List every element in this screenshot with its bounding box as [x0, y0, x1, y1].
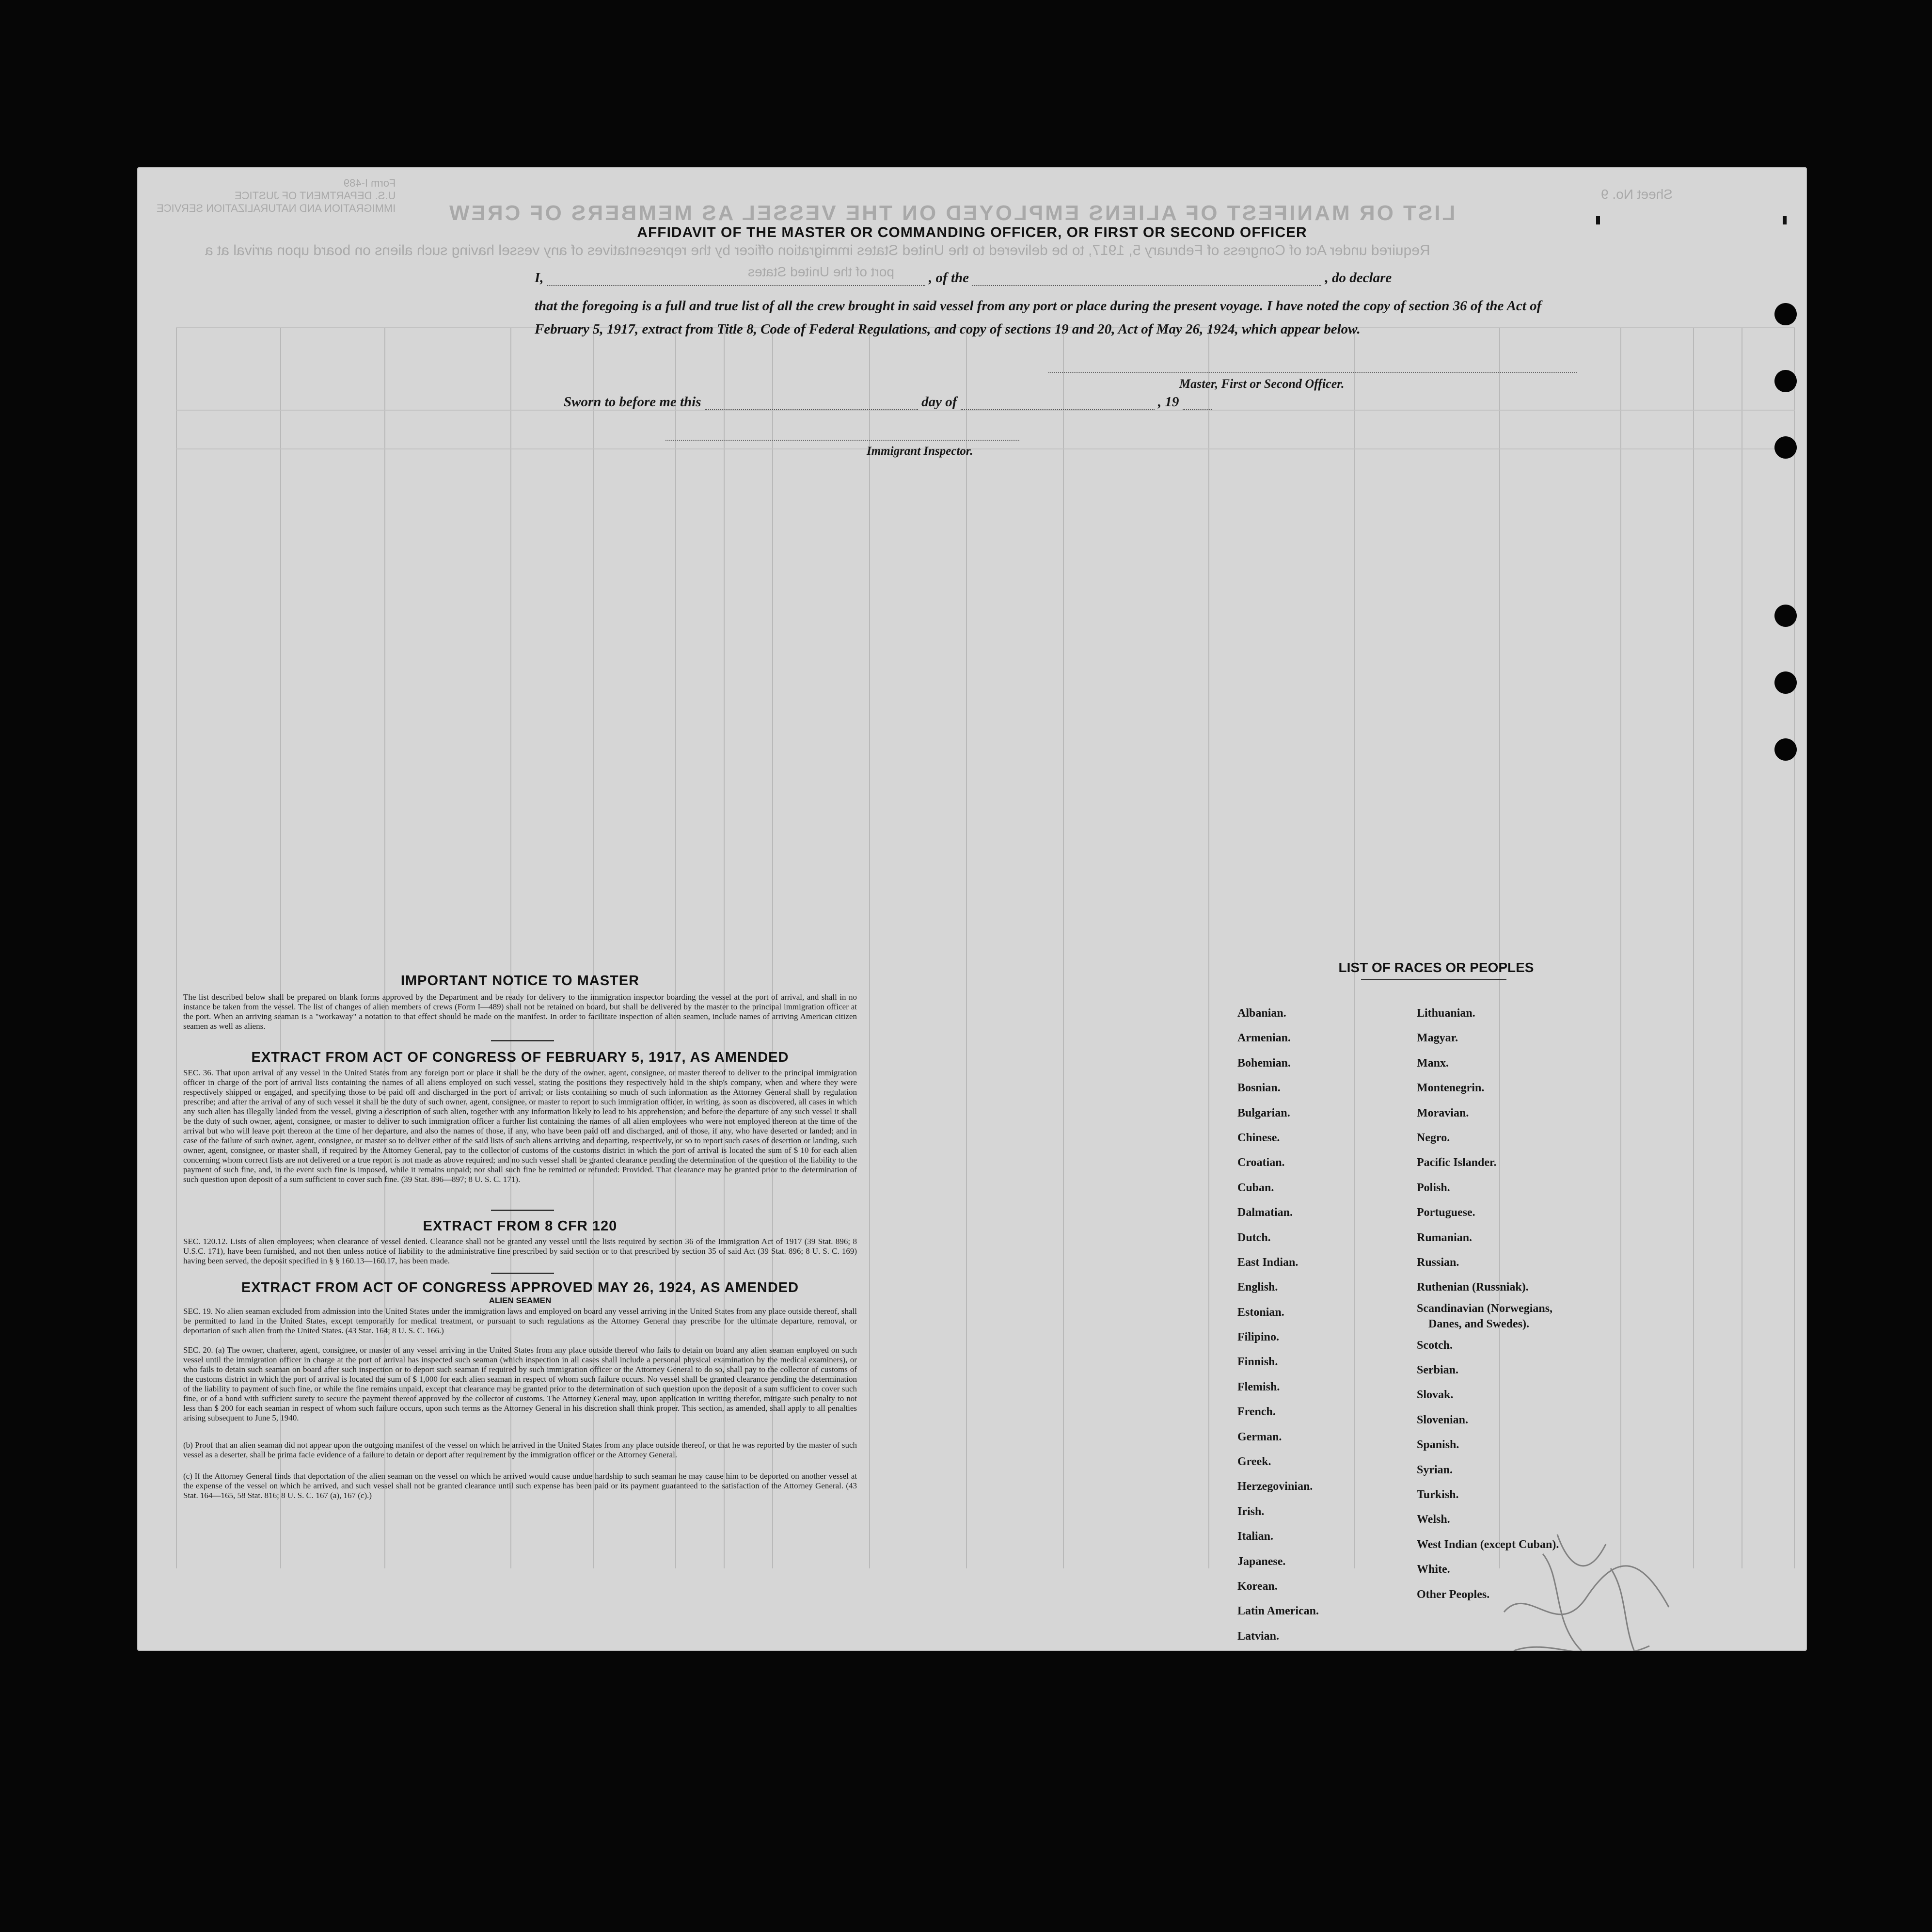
race-item: Serbian.: [1417, 1364, 1459, 1377]
race-item: Cuban.: [1237, 1181, 1274, 1194]
binder-hole: [1774, 671, 1797, 694]
race-item: White.: [1417, 1563, 1450, 1576]
race-item: Lithuanian.: [1417, 1007, 1475, 1020]
race-item: West Indian (except Cuban).: [1417, 1538, 1559, 1551]
extract-1924-sec19: SEC. 19. No alien seaman excluded from admission into the United States under the immigration laws and employed on board any vessel arriving in the United States from any place outside thereof, shall be permitted to land in the United States, except temporarily for medical treatment, or pursuant to such regulations as the Attorney General may prescribe for the ultimate departure, removal, or deportation of such alien from the United States. (43 Stat. 164; 8 U. S. C. 166.): [183, 1307, 857, 1335]
notice-title: IMPORTANT NOTICE TO MASTER: [400, 973, 640, 989]
inspector-signature-field[interactable]: [665, 440, 1019, 441]
extract-1924-subtitle: ALIEN SEAMEN: [489, 1296, 552, 1305]
race-item: Latin American.: [1237, 1605, 1319, 1618]
race-item: Moravian.: [1417, 1106, 1469, 1119]
race-item: Spanish.: [1417, 1438, 1459, 1452]
vessel-name-field[interactable]: [972, 272, 1321, 286]
master-signature-label: Master, First or Second Officer.: [1179, 377, 1345, 391]
race-item: Korean.: [1237, 1580, 1278, 1593]
race-item: Slovenian.: [1417, 1413, 1469, 1426]
race-item: Montenegrin.: [1417, 1082, 1485, 1095]
race-item: French.: [1237, 1405, 1276, 1419]
binder-hole: [1774, 303, 1797, 325]
race-item: Other Peoples.: [1417, 1588, 1490, 1601]
affidavit-i: I,: [535, 270, 544, 286]
affidavit-do-declare: , do declare: [1325, 270, 1392, 286]
handwritten-scribble: [1485, 1525, 1708, 1651]
extract-1924-sec20b: (b) Proof that an alien seaman did not appear upon the outgoing manifest of the vessel on which he arrived in the United States from any place outside thereof, or that he was reported by the master of such vessel as a deserter, shall be prima facie evidence of a failure to detain or deport after requirement by the immigration officer or the Attorney General.: [183, 1440, 857, 1459]
ghost-manifest-subtitle: Required under Act of Congress of February 5, 1917, to be delivered to the United States immigration officer by the representatives of any vessel having such aliens on board upon arrival at a: [205, 242, 1430, 258]
binder-hole: [1774, 605, 1797, 627]
race-item: Danes, and Swedes).: [1428, 1317, 1530, 1330]
race-item: Albanian.: [1237, 1007, 1286, 1020]
race-item: Dutch.: [1237, 1231, 1271, 1244]
race-item: Turkish.: [1417, 1488, 1459, 1501]
affidavit-title: AFFIDAVIT OF THE MASTER OR COMMANDING OFFICER, OR FIRST OR SECOND OFFICER: [637, 224, 1307, 240]
race-item: Polish.: [1417, 1181, 1450, 1194]
divider: [491, 1040, 554, 1041]
races-left-column: [1237, 1001, 1319, 1649]
ghost-manifest-subtitle-2: port of the United States: [748, 264, 894, 279]
race-item: Finnish.: [1237, 1356, 1278, 1369]
extract-1924-title: EXTRACT FROM ACT OF CONGRESS APPROVED MAY 26, 1924, AS AMENDED: [241, 1280, 799, 1295]
binder-hole: [1774, 738, 1797, 761]
race-item: Herzegovinian.: [1237, 1480, 1313, 1493]
sworn-year: , 19: [1157, 394, 1179, 410]
race-item: German.: [1237, 1430, 1282, 1443]
race-item: Magyar.: [1417, 1032, 1458, 1045]
race-item: East Indian.: [1237, 1256, 1299, 1269]
affidavit-of-the: , of the: [929, 270, 969, 286]
race-item: Negro.: [1417, 1131, 1450, 1144]
divider: [491, 1210, 554, 1211]
binder-hole: [1774, 370, 1797, 392]
binder-hole: [1774, 436, 1797, 459]
extract-1917-body: SEC. 36. That upon arrival of any vessel in the United States from any foreign port or place it shall be the duty of the owner, agent, consignee, or master thereof to deliver to the principal immigration officer in charge of the port of arrival lists containing the names of all aliens employed on such vessel, stating the positions they respectively hold in the ship's company, when and where they were respectively shipped or engaged, and specifying those to be paid off and discharged in the port of arrival; or lists containing so much of such information as the Attorney General shall by regulation prescribe; and after the arrival of any of such vessel it shall be the duty of such owner, agent, consignee, or master to report to such immigration officer, in writing, as soon as discovered, all cases in which any such alien has illegally landed from the vessel, giving a description of such alien, together with any information likely to lead to his apprehension; and before the departure of any such vessel it shall be the duty of such owner, agent, consignee, or master to deliver to such immigration officer a further list containing the names of all alien employees who were not employed thereon at the time of the arrival but who will leave port thereon at the time of her departure, and also the names of those, if any, who have been paid off and discharged, and of those, if any, who have deserted or landed; and in case of the failure of such owner, agent, consignee, or master so to deliver either of the said lists of such aliens arriving and departing, respectively, or so to report such cases of desertion or landing, such owner, agent, consignee, or master shall, if required by the Attorney General, pay to the collector of customs of the customs district in which the port of arrival is located the sum of $ 10 for each alien concerning whom correct lists are not delivered or a true report is not made as above required; and no such vessel shall be granted clearance pending the determination of the question of the liability to the payment of such fine, and, in the event such fine is imposed, while it remains unpaid; nor shall such fine be remitted or refunded: Provided. That clearance may be granted prior to the determination of such question upon deposit of a sum sufficient to cover such fine. (39 Stat. 896—897; 8 U. S. C. 171).: [183, 1068, 857, 1184]
extract-cfr-body: SEC. 120.12. Lists of alien employees; when clearance of vessel denied. Clearance shall not be granted any vessel until the lists required by section 36 of the Immigration Act of 1917 (39 Stat. 896; 8 U.S.C. 171), have been furnished, and not then unless notice of liability to the administrative fine prescribed by said section or to that prescribed by section 35 of said Act (39 Stat. 896; 8 U. S. C. 169) having been served, the deposit specified in § § 160.13—160.17, has been made.: [183, 1237, 857, 1265]
race-item: Portuguese.: [1417, 1206, 1475, 1219]
race-item: Latvian.: [1237, 1629, 1280, 1643]
manifest-page: [137, 167, 1807, 1651]
race-item: Ruthenian (Russniak).: [1417, 1281, 1529, 1294]
master-signature-field[interactable]: [1048, 372, 1577, 373]
extract-1924-sec20a: SEC. 20. (a) The owner, charterer, agent, consignee, or master of any vessel arriving in the United States from any place outside thereof who fails to detain on board any alien seaman employed on such vessel until the immigration officer in charge at the port of arrival has inspected such seaman (which inspection in all cases shall include a personal physical examination by the medical examiners), or who fails to detain such seaman on board after such inspection or to deport such seaman if required by such immigration officer or the Attorney General to do so, shall pay to the collector of customs of the customs district in which the port of arrival is located the sum of $ 1,000 for each alien seaman in respect of whom such failure occurs. No vessel shall be granted clearance pending the determination of the liability to payment of such fine, or while the fine remains unpaid, except that clearance may be granted prior to the determination of such question upon the deposit of a sum sufficient to cover such fine, or of a bond with sufficient surety to secure the payment thereof approved by the collector of customs. The Attorney General may, upon application in writing therefor, mitigate such penalty to not less than $ 200 for each seaman in respect of whom such failure occurs, upon such terms as the Attorney General in his discretion shall think proper. This section, as amended, shall apply to all penalties arising subsequent to June 5, 1940.: [183, 1345, 857, 1422]
sworn-day-field[interactable]: [705, 397, 918, 410]
race-item: Slovak.: [1417, 1389, 1454, 1402]
race-item: Croatian.: [1237, 1156, 1285, 1169]
sworn-text: Sworn to before me this: [564, 394, 701, 410]
race-item: Irish.: [1237, 1505, 1265, 1518]
race-item: Rumanian.: [1417, 1231, 1473, 1244]
race-item: Russian.: [1417, 1256, 1459, 1269]
race-item: Dalmatian.: [1237, 1206, 1293, 1219]
ghost-manifest-title: LIST OR MANIFEST OF ALIENS EMPLOYED ON THE VESSEL AS MEMBERS OF CREW: [447, 201, 1456, 225]
race-item: Pacific Islander.: [1417, 1156, 1497, 1169]
race-item: Italian.: [1237, 1530, 1274, 1543]
race-item: Welsh.: [1417, 1513, 1450, 1526]
punch-mark: [1783, 216, 1787, 224]
ghost-sheet-number: Sheet No. 9: [1601, 187, 1673, 202]
race-item: Filipino.: [1237, 1331, 1280, 1344]
sworn-month-field[interactable]: [961, 397, 1155, 410]
races-right-column: [1417, 1001, 1559, 1607]
affidavit-declaration-line: [535, 270, 1392, 286]
race-item: Bohemian.: [1237, 1056, 1291, 1070]
affidavit-body: that the foregoing is a full and true list of all the crew brought in said vessel from any port or place during the present voyage. I have noted the copy of section 36 of the Act of February 5, 1917, extract from Title 8, Code of Federal Regulations, and copy of sections 19 and 20, Act of May 26, 1924, which appear below.: [535, 298, 1542, 337]
race-item: Greek.: [1237, 1455, 1271, 1469]
inspector-label: Immigrant Inspector.: [867, 445, 973, 458]
race-item: Armenian.: [1237, 1032, 1291, 1045]
races-title: LIST OF RACES OR PEOPLES: [1338, 960, 1534, 975]
ghost-form-number: Form I-489 U.S. DEPARTMENT OF JUSTICE IMMIGRATION AND NATURALIZATION SERVICE: [157, 177, 396, 214]
race-item: Scotch.: [1417, 1339, 1453, 1352]
sworn-day-of: day of: [921, 394, 957, 410]
sworn-line: [564, 394, 1212, 410]
extract-cfr-title: EXTRACT FROM 8 CFR 120: [423, 1218, 618, 1234]
notice-body: The list described below shall be prepared on blank forms approved by the Department and be ready for delivery to the immigration inspector boarding the vessel at the port of arrival, and shall in no instance be taken from the vessel. The list of changes of alien members of crews (Form I—489) shall not be retained on board, but shall be delivered by the master to the principal immigration officer at the port. When an arriving seaman is a "workaway" a notation to that effect should be made on the manifest. In order to facilitate inspection of alien seamen, include names of arriving American citizen seamen as well as aliens.: [183, 992, 857, 1031]
race-item: Japanese.: [1237, 1555, 1286, 1568]
master-name-field[interactable]: [547, 272, 925, 286]
race-item: Bulgarian.: [1237, 1106, 1290, 1119]
race-item: Syrian.: [1417, 1463, 1453, 1476]
divider: [491, 1273, 554, 1274]
race-item: Scandinavian (Norwegians,: [1417, 1302, 1553, 1315]
extract-1924-sec20c: (c) If the Attorney General finds that deportation of the alien seaman on the vessel on which he arrived would cause undue hardship to such seaman he may cause him to be deported on another vessel at the expense of the vessel on which he arrived, and such vessel shall not be granted clearance until such expense has been paid or its payment guaranteed to the satisfaction of the Attorney General. (43 Stat. 164—165, 58 Stat. 816; 8 U. S. C. 167 (a), 167 (c).): [183, 1471, 857, 1500]
race-item: Manx.: [1417, 1056, 1449, 1070]
sworn-year-field[interactable]: [1183, 397, 1212, 410]
race-item: Chinese.: [1237, 1131, 1280, 1144]
punch-mark: [1596, 216, 1600, 224]
race-item: Bosnian.: [1237, 1082, 1281, 1095]
races-title-underline: [1361, 979, 1506, 980]
race-item: Estonian.: [1237, 1306, 1284, 1319]
race-item: English.: [1237, 1281, 1278, 1294]
race-item: Flemish.: [1237, 1380, 1280, 1393]
extract-1917-title: EXTRACT FROM ACT OF CONGRESS OF FEBRUARY 5, 1917, AS AMENDED: [251, 1050, 789, 1065]
